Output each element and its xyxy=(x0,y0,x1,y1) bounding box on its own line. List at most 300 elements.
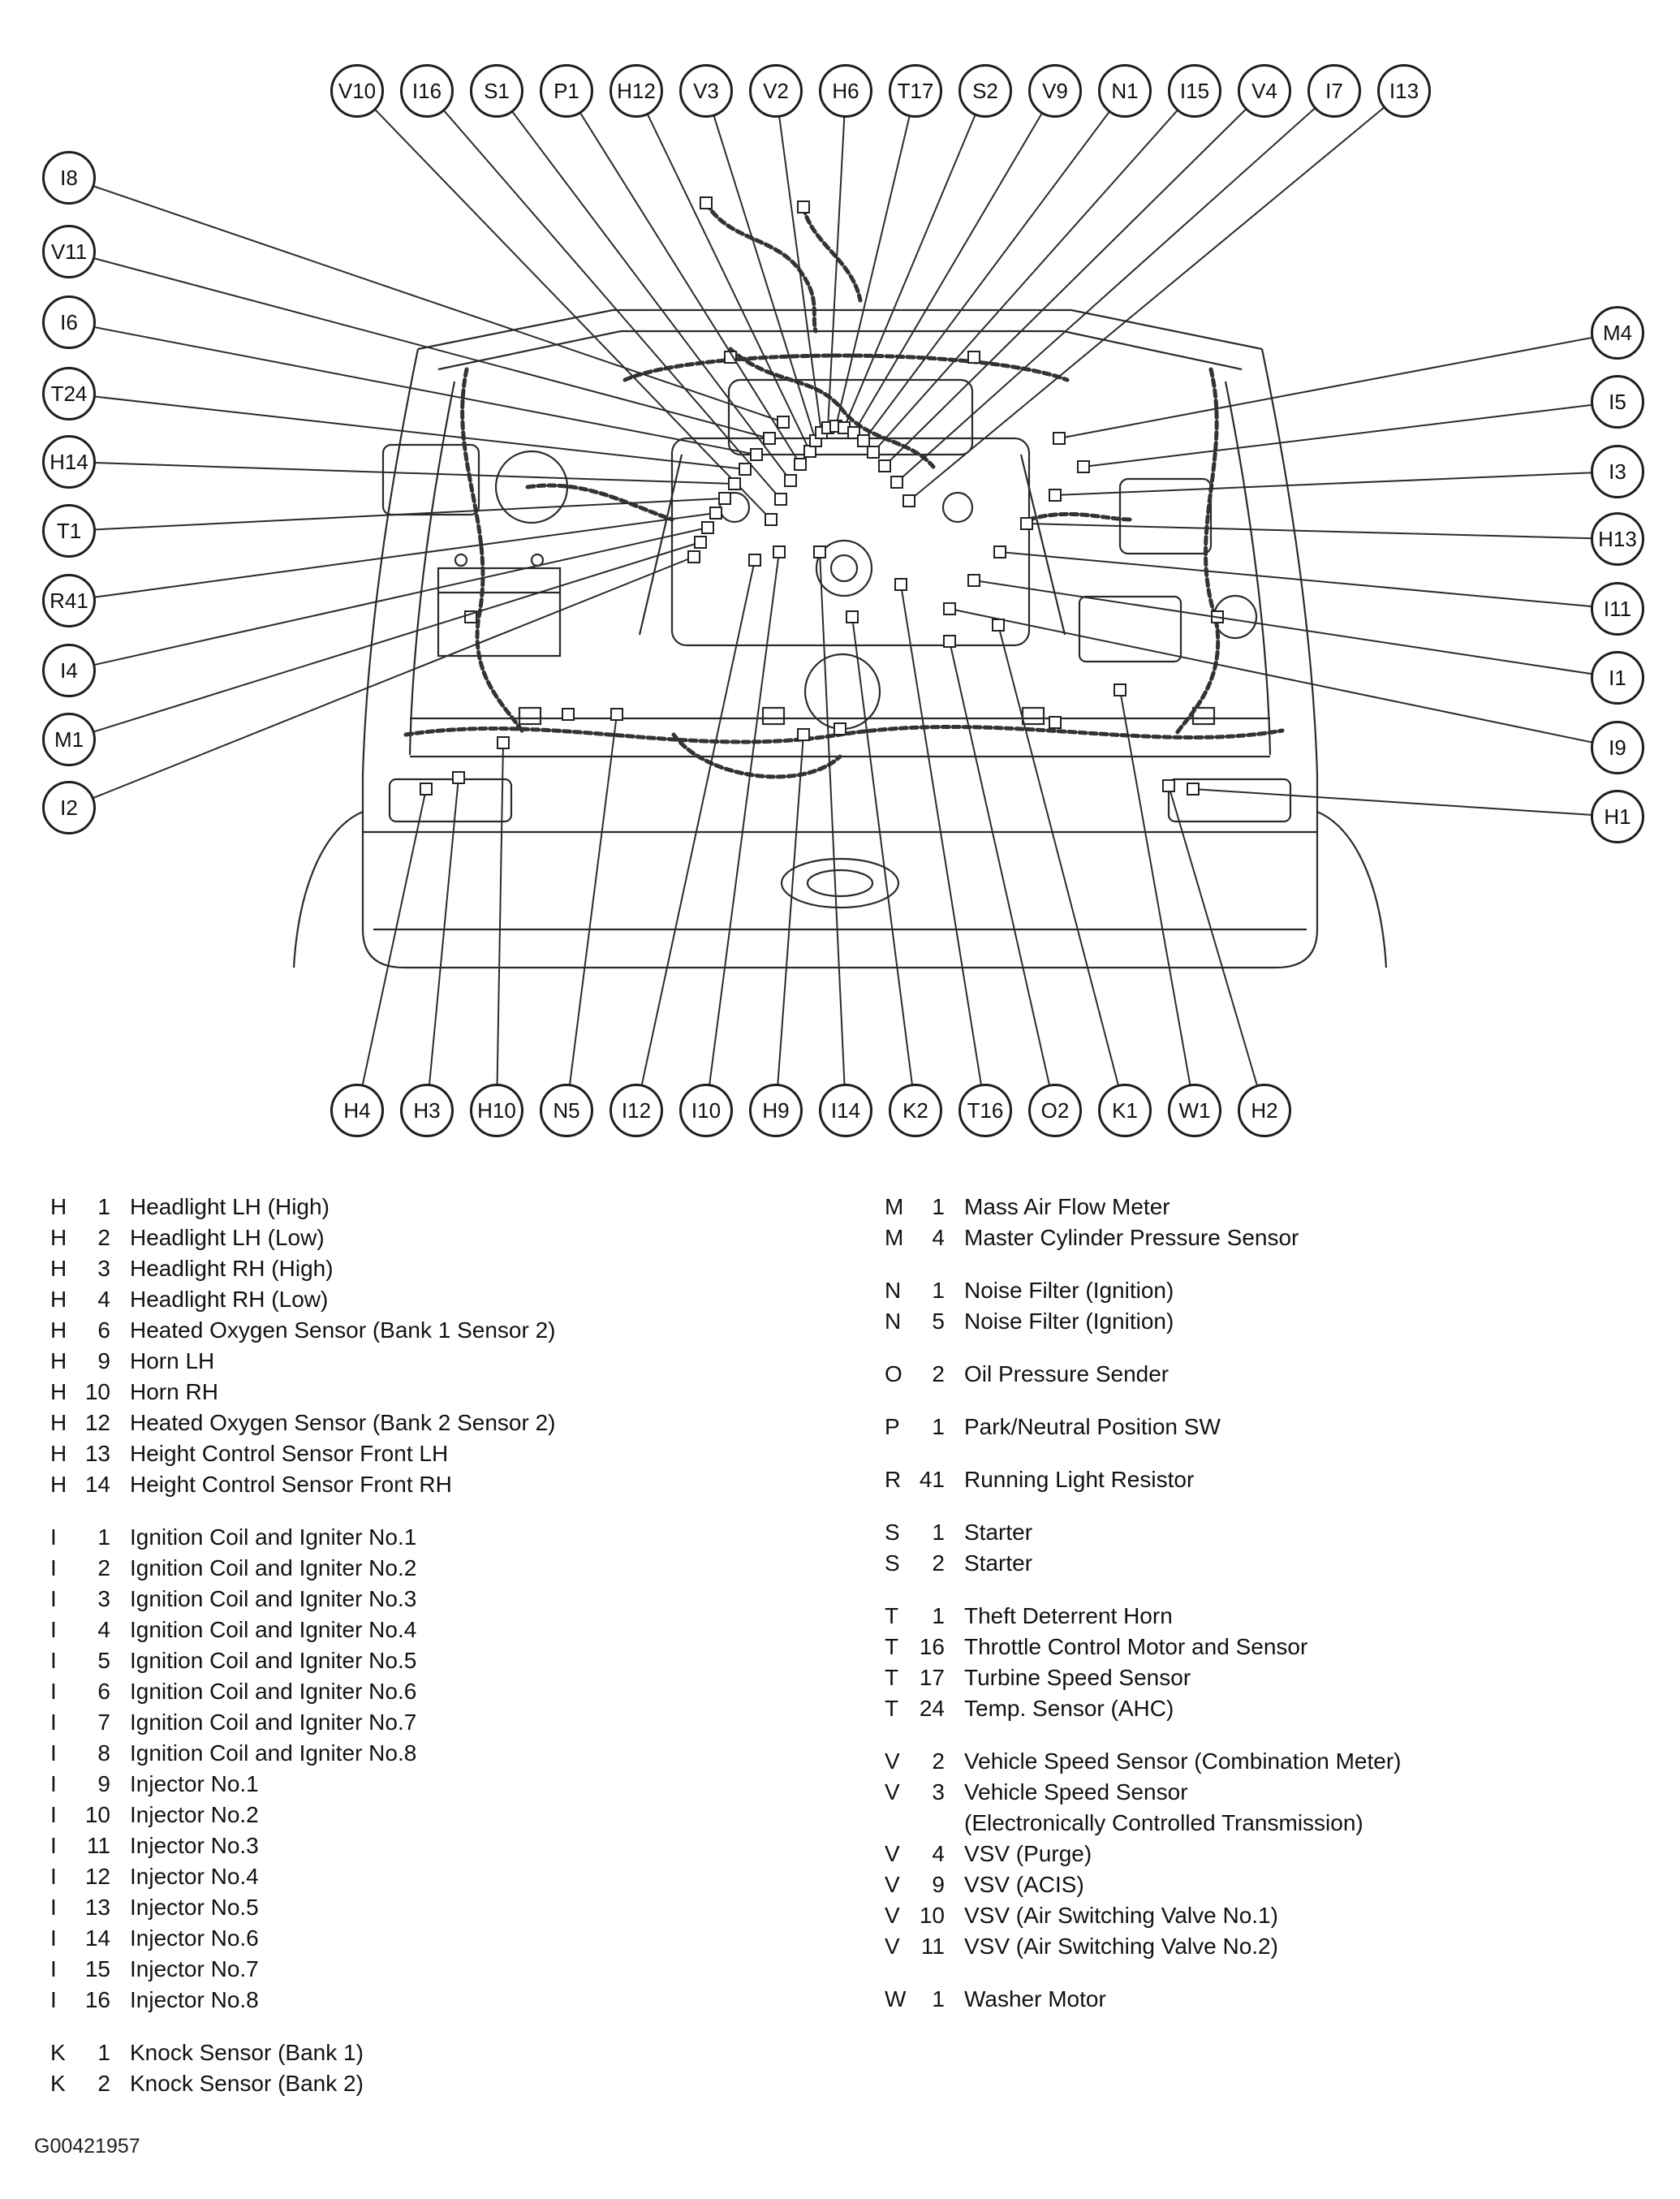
legend-label: Injector No.4 xyxy=(130,1864,259,1889)
legend-code-letter: V xyxy=(885,1779,900,1804)
connector-marker xyxy=(751,449,762,460)
legend-code-number: 17 xyxy=(919,1665,945,1690)
legend-entry xyxy=(885,1931,1664,1962)
legend-entry xyxy=(885,1662,1664,1693)
callout-v3: V3 xyxy=(679,64,733,118)
legend-label: Washer Motor xyxy=(964,1986,1106,2011)
callout-v11: V11 xyxy=(42,225,96,278)
legend-label: Injector No.7 xyxy=(130,1956,259,1981)
legend-entry xyxy=(885,1839,1664,1869)
legend-label: Noise Filter (Ignition) xyxy=(964,1278,1174,1303)
legend-label: Injector No.1 xyxy=(130,1771,259,1796)
leader-line xyxy=(357,91,771,520)
callout-v4: V4 xyxy=(1238,64,1291,118)
legend-label: Heated Oxygen Sensor (Bank 2 Sensor 2) xyxy=(130,1410,556,1435)
leader-line xyxy=(427,91,781,499)
legend-code-letter: I xyxy=(50,1740,57,1766)
legend-code-number: 1 xyxy=(932,1520,945,1545)
legend-group-gap xyxy=(885,1724,1664,1746)
legend-label: Running Light Resistor xyxy=(964,1467,1195,1492)
callout-i6: I6 xyxy=(42,295,96,349)
callout-i8: I8 xyxy=(42,151,96,205)
legend-code-letter: S xyxy=(885,1520,900,1545)
legend-code-letter: I xyxy=(50,1586,57,1611)
callout-i5: I5 xyxy=(1591,375,1644,429)
legend-label: Temp. Sensor (AHC) xyxy=(964,1696,1174,1721)
legend-code-letter: K xyxy=(50,2040,66,2065)
leader-line xyxy=(69,498,725,531)
legend-code-number: 10 xyxy=(84,1802,110,1827)
legend-entry xyxy=(50,1954,862,1985)
legend-code-letter: I xyxy=(50,1617,57,1642)
legend-label: Ignition Coil and Igniter No.6 xyxy=(130,1679,417,1704)
leader-line xyxy=(1120,690,1195,1110)
legend-label: Headlight LH (High) xyxy=(130,1194,330,1219)
connector-marker xyxy=(798,729,809,740)
legend-code-letter: I xyxy=(50,1895,57,1920)
legend-label: Ignition Coil and Igniter No.1 xyxy=(130,1524,417,1550)
legend-code-number: 1 xyxy=(97,2040,110,2065)
leader-line xyxy=(1193,789,1618,817)
connector-marker xyxy=(498,737,509,748)
connector-marker xyxy=(1163,780,1174,791)
legend-entry xyxy=(50,1553,862,1584)
leader-line xyxy=(828,91,846,428)
legend-code-letter: H xyxy=(50,1317,67,1343)
leader-line xyxy=(69,528,708,670)
legend-code-letter: W xyxy=(885,1986,907,2011)
connector-marker xyxy=(868,446,879,458)
connector-marker xyxy=(729,478,740,489)
legend-group-gap xyxy=(885,1962,1664,1984)
legend-label: VSV (Air Switching Valve No.1) xyxy=(964,1903,1278,1928)
legend-label: Turbine Speed Sensor xyxy=(964,1665,1191,1690)
legend-code-letter: I xyxy=(50,1555,57,1580)
callout-v9: V9 xyxy=(1028,64,1082,118)
legend-entry xyxy=(885,1222,1664,1253)
legend-entry xyxy=(885,1464,1664,1495)
legend-code-number: 4 xyxy=(932,1841,945,1866)
legend-code-letter: H xyxy=(50,1472,67,1497)
callout-s1: S1 xyxy=(470,64,523,118)
wiring-harness xyxy=(406,203,1282,777)
legend-code-number: 9 xyxy=(97,1348,110,1373)
connector-marker xyxy=(1187,783,1199,795)
legend-label: Ignition Coil and Igniter No.7 xyxy=(130,1710,417,1735)
legend-label: Height Control Sensor Front LH xyxy=(130,1441,449,1466)
legend-entry xyxy=(50,1408,862,1438)
connector-marker xyxy=(804,446,816,457)
callout-v2: V2 xyxy=(749,64,803,118)
legend-entry xyxy=(50,1707,862,1738)
legend-code-number: 1 xyxy=(932,1603,945,1628)
leader-line xyxy=(776,735,803,1110)
legend-entry xyxy=(885,1632,1664,1662)
legend-code-letter: I xyxy=(50,1956,57,1981)
leader-line xyxy=(69,462,734,484)
legend-code-letter: I xyxy=(50,1679,57,1704)
leader-line xyxy=(69,557,694,808)
leader-line xyxy=(427,778,459,1110)
callout-k2: K2 xyxy=(889,1084,942,1137)
legend-entry xyxy=(50,2037,862,2068)
leader-line xyxy=(852,617,915,1110)
legend-code-number: 4 xyxy=(932,1225,945,1250)
legend-code-number: 6 xyxy=(97,1679,110,1704)
legend-code-letter: I xyxy=(50,1648,57,1673)
legend-code-letter: H xyxy=(50,1287,67,1312)
legend-code-number: 12 xyxy=(84,1410,110,1435)
legend-label: Oil Pressure Sender xyxy=(964,1361,1170,1386)
legend-code-number: 2 xyxy=(97,2071,110,2096)
legend-code-number: 24 xyxy=(919,1696,945,1721)
legend-code-number: 1 xyxy=(932,1414,945,1439)
legend-entry xyxy=(50,1923,862,1954)
callout-h14: H14 xyxy=(42,435,96,489)
legend-code-letter: H xyxy=(50,1348,67,1373)
connector-marker xyxy=(775,494,786,505)
legend-code-number: 1 xyxy=(932,1278,945,1303)
legend-code-number: 1 xyxy=(97,1524,110,1550)
legend-code-letter: H xyxy=(50,1441,67,1466)
legend-entry xyxy=(885,1601,1664,1632)
legend-label: Horn RH xyxy=(130,1379,218,1404)
legend-entry xyxy=(50,1645,862,1676)
legend-entry xyxy=(50,1738,862,1769)
legend-label: Injector No.8 xyxy=(130,1987,259,2012)
callout-h4: H4 xyxy=(330,1084,384,1137)
legend-code-letter: V xyxy=(885,1934,900,1959)
connector-marker xyxy=(710,507,722,519)
leader-line xyxy=(1000,552,1618,609)
leader-line xyxy=(69,542,700,739)
leader-line xyxy=(1055,472,1618,495)
legend-code-letter: T xyxy=(885,1696,899,1721)
legend-label: Headlight RH (Low) xyxy=(130,1287,329,1312)
legend-code-letter: I xyxy=(50,1771,57,1796)
legend-entry xyxy=(50,1800,862,1830)
callout-i11: I11 xyxy=(1591,582,1644,636)
legend-label: Ignition Coil and Igniter No.3 xyxy=(130,1586,417,1611)
leader-line xyxy=(636,560,755,1110)
legend-code-number: 10 xyxy=(919,1903,945,1928)
callout-i3: I3 xyxy=(1591,445,1644,498)
legend-code-letter: I xyxy=(50,1802,57,1827)
legend-code-number: 3 xyxy=(97,1256,110,1281)
callout-h12: H12 xyxy=(610,64,663,118)
legend-code-number: 11 xyxy=(920,1934,945,1959)
legend-code-number: 2 xyxy=(932,1361,945,1386)
legend-entry xyxy=(885,1693,1664,1724)
connector-marker xyxy=(879,460,890,472)
legend-code-number: 2 xyxy=(932,1748,945,1774)
legend-code-number: 2 xyxy=(97,1225,110,1250)
callout-m1: M1 xyxy=(42,713,96,766)
leader-line xyxy=(950,641,1055,1110)
connector-marker xyxy=(846,611,858,623)
callout-k1: K1 xyxy=(1098,1084,1152,1137)
connector-marker xyxy=(773,546,785,558)
legend-entry xyxy=(50,1377,862,1408)
legend-code-number: 15 xyxy=(84,1956,110,1981)
legend-label: Ignition Coil and Igniter No.2 xyxy=(130,1555,417,1580)
leader-line xyxy=(1169,786,1264,1110)
callout-p1: P1 xyxy=(540,64,593,118)
connector-marker xyxy=(1049,489,1061,501)
connector-marker xyxy=(1114,684,1126,696)
connector-marker xyxy=(420,783,432,795)
connector-marker xyxy=(1078,461,1089,472)
legend-code-letter: I xyxy=(50,1710,57,1735)
callout-n5: N5 xyxy=(540,1084,593,1137)
legend-label: Knock Sensor (Bank 1) xyxy=(130,2040,364,2065)
callout-t24: T24 xyxy=(42,367,96,420)
legend-code-number: 3 xyxy=(932,1779,945,1804)
legend-code-number: 3 xyxy=(97,1586,110,1611)
legend-group-gap xyxy=(885,1253,1664,1275)
legend-label: Starter xyxy=(964,1550,1033,1576)
leader-line xyxy=(69,252,769,438)
legend-group-gap xyxy=(885,1390,1664,1412)
legend-label: Vehicle Speed Sensor (Combination Meter) xyxy=(964,1748,1402,1774)
connector-marker xyxy=(968,575,980,586)
legend-entry xyxy=(50,1892,862,1923)
legend-code-number: 5 xyxy=(97,1648,110,1673)
legend-code-letter: P xyxy=(885,1414,900,1439)
connector-marker xyxy=(702,522,713,533)
leader-line xyxy=(901,584,985,1110)
callout-r41: R41 xyxy=(42,574,96,627)
connector-marker xyxy=(903,495,915,507)
legend-label: Injector No.6 xyxy=(130,1925,259,1951)
legend-code-number: 6 xyxy=(97,1317,110,1343)
legend-code-number: 9 xyxy=(97,1771,110,1796)
legend-entry xyxy=(50,1676,862,1707)
leader-line xyxy=(909,91,1404,501)
legend-label: VSV (ACIS) xyxy=(964,1872,1084,1897)
legend-label: Noise Filter (Ignition) xyxy=(964,1309,1174,1334)
leader-line xyxy=(1083,402,1618,467)
legend-code-number: 5 xyxy=(932,1309,945,1334)
legend-entry xyxy=(50,1985,862,2016)
legend-label: Heated Oxygen Sensor (Bank 1 Sensor 2) xyxy=(130,1317,556,1343)
legend-code-number: 16 xyxy=(919,1634,945,1659)
connector-marker xyxy=(1021,518,1032,529)
leader-line xyxy=(497,743,503,1110)
legend-entry xyxy=(885,1777,1664,1808)
connector-marker xyxy=(765,514,777,525)
leader-line xyxy=(974,580,1618,678)
leader-line xyxy=(566,714,617,1110)
leader-line xyxy=(1027,524,1618,539)
legend-label: Vehicle Speed Sensor xyxy=(964,1779,1188,1804)
legend-code-number: 7 xyxy=(97,1710,110,1735)
legend-code-letter: H xyxy=(50,1194,67,1219)
legend-label: Master Cylinder Pressure Sensor xyxy=(964,1225,1299,1250)
legend-entry xyxy=(50,1346,862,1377)
legend-code-number: 1 xyxy=(932,1194,945,1219)
callout-i4: I4 xyxy=(42,644,96,697)
callout-h9: H9 xyxy=(749,1084,803,1137)
callout-m4: M4 xyxy=(1591,306,1644,360)
callout-t1: T1 xyxy=(42,504,96,558)
legend-code-letter: N xyxy=(885,1278,902,1303)
connector-marker xyxy=(749,554,760,566)
legend-label: VSV (Air Switching Valve No.2) xyxy=(964,1934,1278,1959)
connector-marker xyxy=(795,459,806,470)
callout-t16: T16 xyxy=(958,1084,1012,1137)
legend-entry xyxy=(50,1222,862,1253)
legend-code-number: 2 xyxy=(97,1555,110,1580)
legend-entry xyxy=(50,1769,862,1800)
legend-entry xyxy=(50,1438,862,1469)
legend-code-letter: H xyxy=(50,1379,67,1404)
legend-entry xyxy=(885,1192,1664,1222)
legend-code-letter: R xyxy=(885,1467,902,1492)
legend-entry xyxy=(50,1830,862,1861)
connector-marker xyxy=(764,433,775,444)
connector-marker xyxy=(785,475,796,486)
callout-h2: H2 xyxy=(1238,1084,1291,1137)
legend-code-number: 1 xyxy=(97,1194,110,1219)
connector-marker xyxy=(739,464,751,475)
legend-code-letter: V xyxy=(885,1841,900,1866)
legend-label: (Electronically Controlled Transmission) xyxy=(964,1810,1363,1835)
legend-entry xyxy=(50,1284,862,1315)
callout-w1: W1 xyxy=(1168,1084,1221,1137)
leader-line xyxy=(497,91,790,481)
legend-entry xyxy=(885,1548,1664,1579)
legend-code-number: 14 xyxy=(84,1925,110,1951)
callout-i1: I1 xyxy=(1591,651,1644,705)
legend-code-letter: T xyxy=(885,1634,899,1659)
legend-entry xyxy=(885,1746,1664,1777)
callout-h10: H10 xyxy=(470,1084,523,1137)
legend-code-letter: V xyxy=(885,1872,900,1897)
legend-label: Throttle Control Motor and Sensor xyxy=(964,1634,1308,1659)
legend-entry xyxy=(885,1306,1664,1337)
legend-code-number: 13 xyxy=(84,1441,110,1466)
legend-code-letter: N xyxy=(885,1309,902,1334)
legend-code-number: 4 xyxy=(97,1617,110,1642)
legend-code-letter: H xyxy=(50,1410,67,1435)
callout-h13: H13 xyxy=(1591,512,1644,566)
callout-i12: I12 xyxy=(610,1084,663,1137)
legend-code-number: 9 xyxy=(932,1872,945,1897)
legend-entry xyxy=(50,1584,862,1615)
figure-id: G00421957 xyxy=(34,2135,140,2158)
legend-code-letter: T xyxy=(885,1665,899,1690)
legend-entry xyxy=(885,1808,1664,1839)
legend-group-gap xyxy=(50,1500,862,1522)
legend-label: Starter xyxy=(964,1520,1033,1545)
legend-code-letter: S xyxy=(885,1550,900,1576)
connector-marker xyxy=(994,546,1006,558)
callout-h6: H6 xyxy=(819,64,872,118)
legend-code-number: 2 xyxy=(932,1550,945,1576)
callout-i13: I13 xyxy=(1377,64,1431,118)
legend-code-number: 11 xyxy=(86,1833,110,1858)
legend-code-number: 4 xyxy=(97,1287,110,1312)
connector-marker xyxy=(944,603,955,614)
connector-marker xyxy=(814,546,825,558)
legend-group-gap xyxy=(50,2016,862,2037)
callout-i15: I15 xyxy=(1168,64,1221,118)
legend-code-number: 41 xyxy=(919,1467,945,1492)
connector-marker xyxy=(993,619,1004,631)
leader-line xyxy=(854,91,1055,433)
legend-label: Headlight RH (High) xyxy=(130,1256,334,1281)
legend-label: Injector No.2 xyxy=(130,1802,259,1827)
legend-label: Ignition Coil and Igniter No.4 xyxy=(130,1617,417,1642)
legend-entry xyxy=(885,1517,1664,1548)
legend-column-left xyxy=(50,1192,862,2099)
legend-code-number: 12 xyxy=(84,1864,110,1889)
connector-marker xyxy=(453,772,464,783)
legend-code-letter: T xyxy=(885,1603,899,1628)
legend-entry xyxy=(50,1253,862,1284)
connector-marker xyxy=(611,709,622,720)
legend-entry xyxy=(50,1861,862,1892)
callout-n1: N1 xyxy=(1098,64,1152,118)
connector-marker xyxy=(695,537,706,548)
legend-code-number: 1 xyxy=(932,1986,945,2011)
leader-line xyxy=(897,91,1334,482)
legend-code-letter: I xyxy=(50,1833,57,1858)
legend-code-number: 13 xyxy=(84,1895,110,1920)
legend-label: Mass Air Flow Meter xyxy=(964,1194,1170,1219)
legend-label: Ignition Coil and Igniter No.5 xyxy=(130,1648,417,1673)
legend-code-letter: I xyxy=(50,1524,57,1550)
legend-entry xyxy=(50,1469,862,1500)
legend-label: Ignition Coil and Igniter No.8 xyxy=(130,1740,417,1766)
legend-code-number: 14 xyxy=(84,1472,110,1497)
callout-o2: O2 xyxy=(1028,1084,1082,1137)
legend-group-gap xyxy=(885,1337,1664,1359)
callout-i14: I14 xyxy=(819,1084,872,1137)
legend-group-gap xyxy=(885,1495,1664,1517)
legend-group-gap xyxy=(885,1579,1664,1601)
legend-entry xyxy=(885,1984,1664,2015)
callout-i9: I9 xyxy=(1591,721,1644,774)
legend-label: VSV (Purge) xyxy=(964,1841,1092,1866)
connector-marker xyxy=(778,416,789,428)
legend-group-gap xyxy=(885,1442,1664,1464)
legend-code-letter: M xyxy=(885,1225,904,1250)
legend-label: Knock Sensor (Bank 2) xyxy=(130,2071,364,2096)
legend-label: Park/Neutral Position SW xyxy=(964,1414,1221,1439)
legend-entry xyxy=(50,1615,862,1645)
callout-t17: T17 xyxy=(889,64,942,118)
legend-label: Height Control Sensor Front RH xyxy=(130,1472,452,1497)
leader-line xyxy=(836,91,915,426)
callout-h1: H1 xyxy=(1591,790,1644,843)
legend-code-letter: I xyxy=(50,1864,57,1889)
leader-line xyxy=(844,91,985,428)
connector-marker xyxy=(891,476,902,488)
legend-code-letter: O xyxy=(885,1361,902,1386)
callout-i10: I10 xyxy=(679,1084,733,1137)
legend-label: Horn LH xyxy=(130,1348,215,1373)
legend-entry xyxy=(885,1359,1664,1390)
callout-s2: S2 xyxy=(958,64,1012,118)
leader-line xyxy=(998,625,1125,1110)
legend-code-letter: I xyxy=(50,1925,57,1951)
callout-i16: I16 xyxy=(400,64,454,118)
legend-label: Headlight LH (Low) xyxy=(130,1225,325,1250)
connector-marker xyxy=(858,435,869,446)
callout-v10: V10 xyxy=(330,64,384,118)
